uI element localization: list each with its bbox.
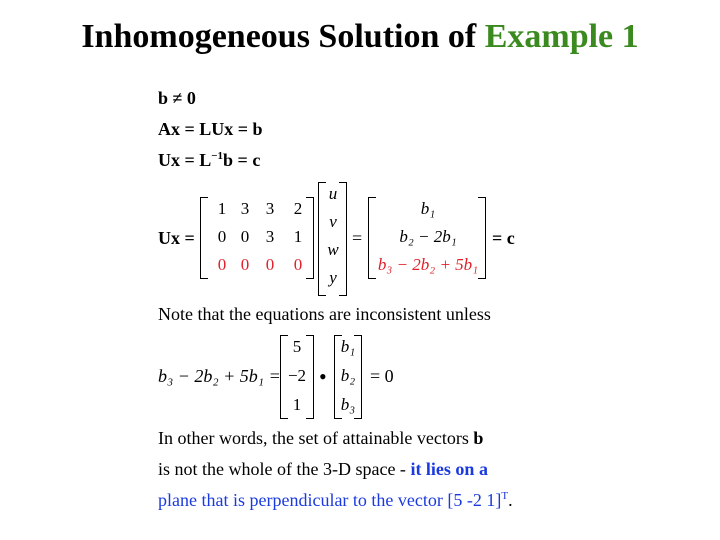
equation-b-nonzero: b ≠ 0 [158,88,196,108]
condition-lhs: b₃ − 2b₂ + 5b₁ = [158,366,281,386]
variable-y: y [329,268,337,287]
equation-ux-c-left: Ux = L [158,150,212,170]
b-vector-entry: b₁ [340,337,356,356]
variable-w: w [327,240,339,259]
dot-product-symbol: • [319,364,327,389]
matrix-u-cell: 2 [293,199,303,218]
matrix-u-cell: 3 [240,199,250,218]
rhs-equals-c: = c [492,228,515,248]
equation-ax-lux-b: Ax = LUx = b [158,119,263,139]
var-vector-right-bracket [339,182,347,296]
matrix-u-cell-zero-row: 0 [265,255,275,274]
system-lhs: Ux = [158,228,195,248]
rhs-vector-right-bracket [478,197,486,279]
slide-title [0,18,720,56]
system-equals: = [352,228,363,248]
variable-u: u [328,184,338,203]
rhs-inconsistency-row: b₃ − 2b₂ + 5b₁ [377,255,479,274]
normal-vector-entry: −2 [287,366,307,385]
explanation-line-3-text: plane that is perpendicular to the vector [5 -2 1] [158,490,502,510]
matrix-u-cell: 1 [293,227,303,246]
normal-vector-right-bracket [306,335,314,419]
title-prefix: Inhomogeneous Solution of [81,18,485,55]
explanation-line-2-text: is not the whole of the 3-D space - [158,459,411,479]
explanation-line-1 [158,428,483,449]
note-text: Note that the equations are inconsistent unless [158,304,491,324]
condition-rhs: = 0 [370,366,394,386]
matrix-u-cell: 3 [265,199,275,218]
inverse-superscript: −1 [211,150,224,162]
b-vector-right-bracket [354,335,362,419]
b-vector-entry: b₃ [340,395,356,414]
rhs-b2-minus-2b1: b₂ − 2b₁ [399,227,457,246]
matrix-u-cell: 1 [217,199,227,218]
explanation-line-3-period: . [508,490,513,510]
b-vector-entry: b₂ [340,366,356,385]
title-accent: Example 1 [484,18,639,55]
transpose-superscript: T [501,490,509,502]
explanation-line-3 [158,490,513,511]
matrix-u-cell-zero-row: 0 [217,255,227,274]
matrix-u-right-bracket [306,197,314,279]
explanation-line-1-text: In other words, the set of attainable vectors [158,428,474,448]
explanation-line-2-highlight: it lies on a [410,459,488,479]
matrix-u-cell: 3 [265,227,275,246]
matrix-u-cell-zero-row: 0 [293,255,303,274]
matrix-u-cell: 0 [240,227,250,246]
equation-ux-c [158,150,260,171]
normal-vector-entry: 5 [292,337,302,356]
explanation-line-2 [158,459,488,480]
matrix-u-cell: 0 [217,227,227,246]
rhs-vector [368,197,488,277]
matrix-u [200,197,320,277]
vector-b-bold: b [473,428,484,448]
equation-ux-c-right: b = c [223,150,261,170]
rhs-b1: b₁ [420,199,436,218]
variable-v: v [329,212,337,231]
normal-vector-entry: 1 [292,395,302,414]
matrix-u-cell-zero-row: 0 [240,255,250,274]
